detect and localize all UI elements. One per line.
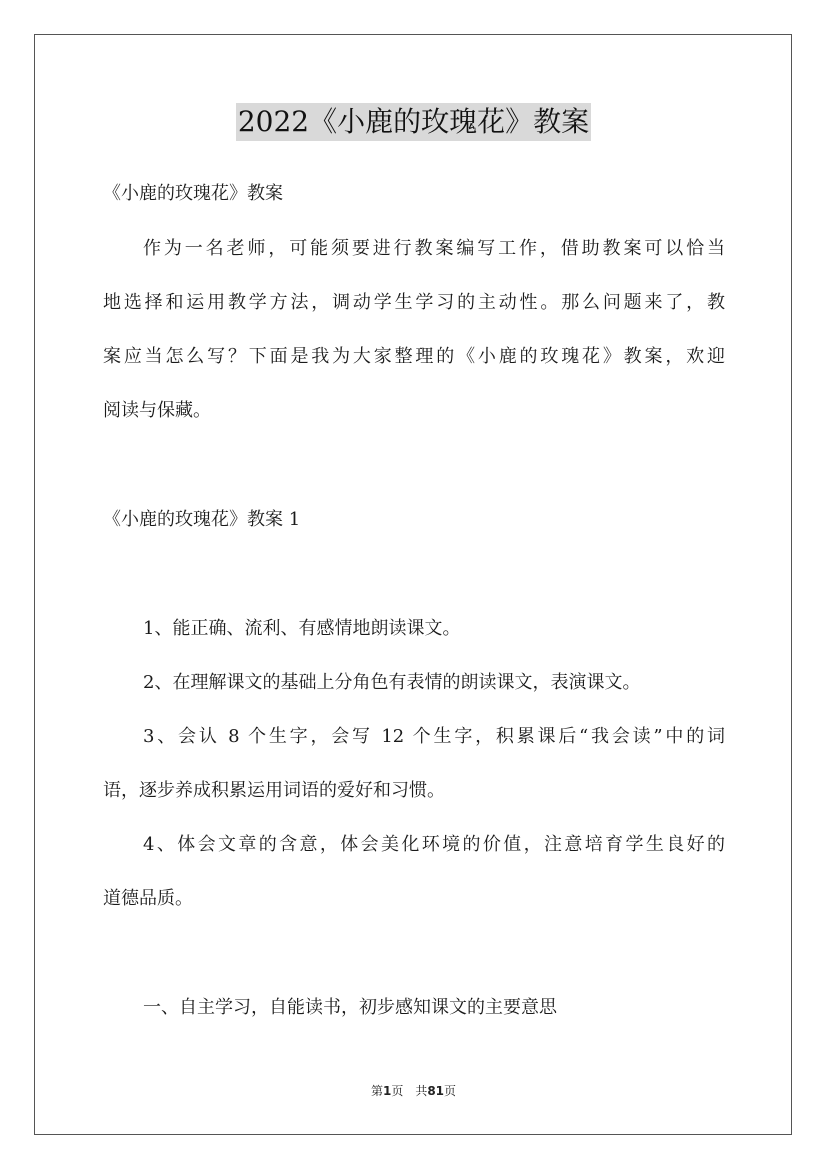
goal-3-line-2: 语，逐步养成积累运用词语的爱好和习惯。 (103, 780, 445, 801)
document-subtitle: 《小鹿的玫瑰花》教案 (103, 183, 283, 204)
title-container (0, 103, 827, 141)
footer-suffix: 页 (444, 1084, 457, 1098)
step-1: 一、自主学习，自能读书，初步感知课文的主要意思 (143, 997, 557, 1018)
section-heading: 《小鹿的玫瑰花》教案 1 (103, 509, 301, 530)
footer-middle: 页 共 (391, 1084, 428, 1098)
goal-4-line-1: 4、体会文章的含意，体会美化环境的价值，注意培育学生良好的 (143, 834, 725, 855)
goal-1: 1、能正确、流利、有感情地朗读课文。 (143, 618, 461, 639)
intro-line-3: 案应当怎么写？下面是我为大家整理的《小鹿的玫瑰花》教案，欢迎 (103, 346, 725, 367)
document-title: 2022《小鹿的玫瑰花》教案 (236, 103, 591, 141)
footer-total-pages: 81 (427, 1084, 445, 1098)
footer-current-page: 1 (382, 1084, 392, 1098)
intro-line-2: 地选择和运用教学方法，调动学生学习的主动性。那么问题来了，教 (103, 292, 725, 313)
intro-line-4: 阅读与保藏。 (103, 400, 211, 421)
goal-2: 2、在理解课文的基础上分角色有表情的朗读课文，表演课文。 (143, 672, 641, 693)
goal-3-line-1: 3、会认 8 个生字，会写 12 个生字，积累课后“我会读”中的词 (143, 726, 725, 747)
goal-4-line-2: 道德品质。 (103, 888, 193, 909)
footer-prefix: 第 (370, 1084, 383, 1098)
page-footer (0, 1083, 827, 1099)
intro-line-1: 作为一名老师，可能须要进行教案编写工作，借助教案可以恰当 (143, 238, 725, 259)
